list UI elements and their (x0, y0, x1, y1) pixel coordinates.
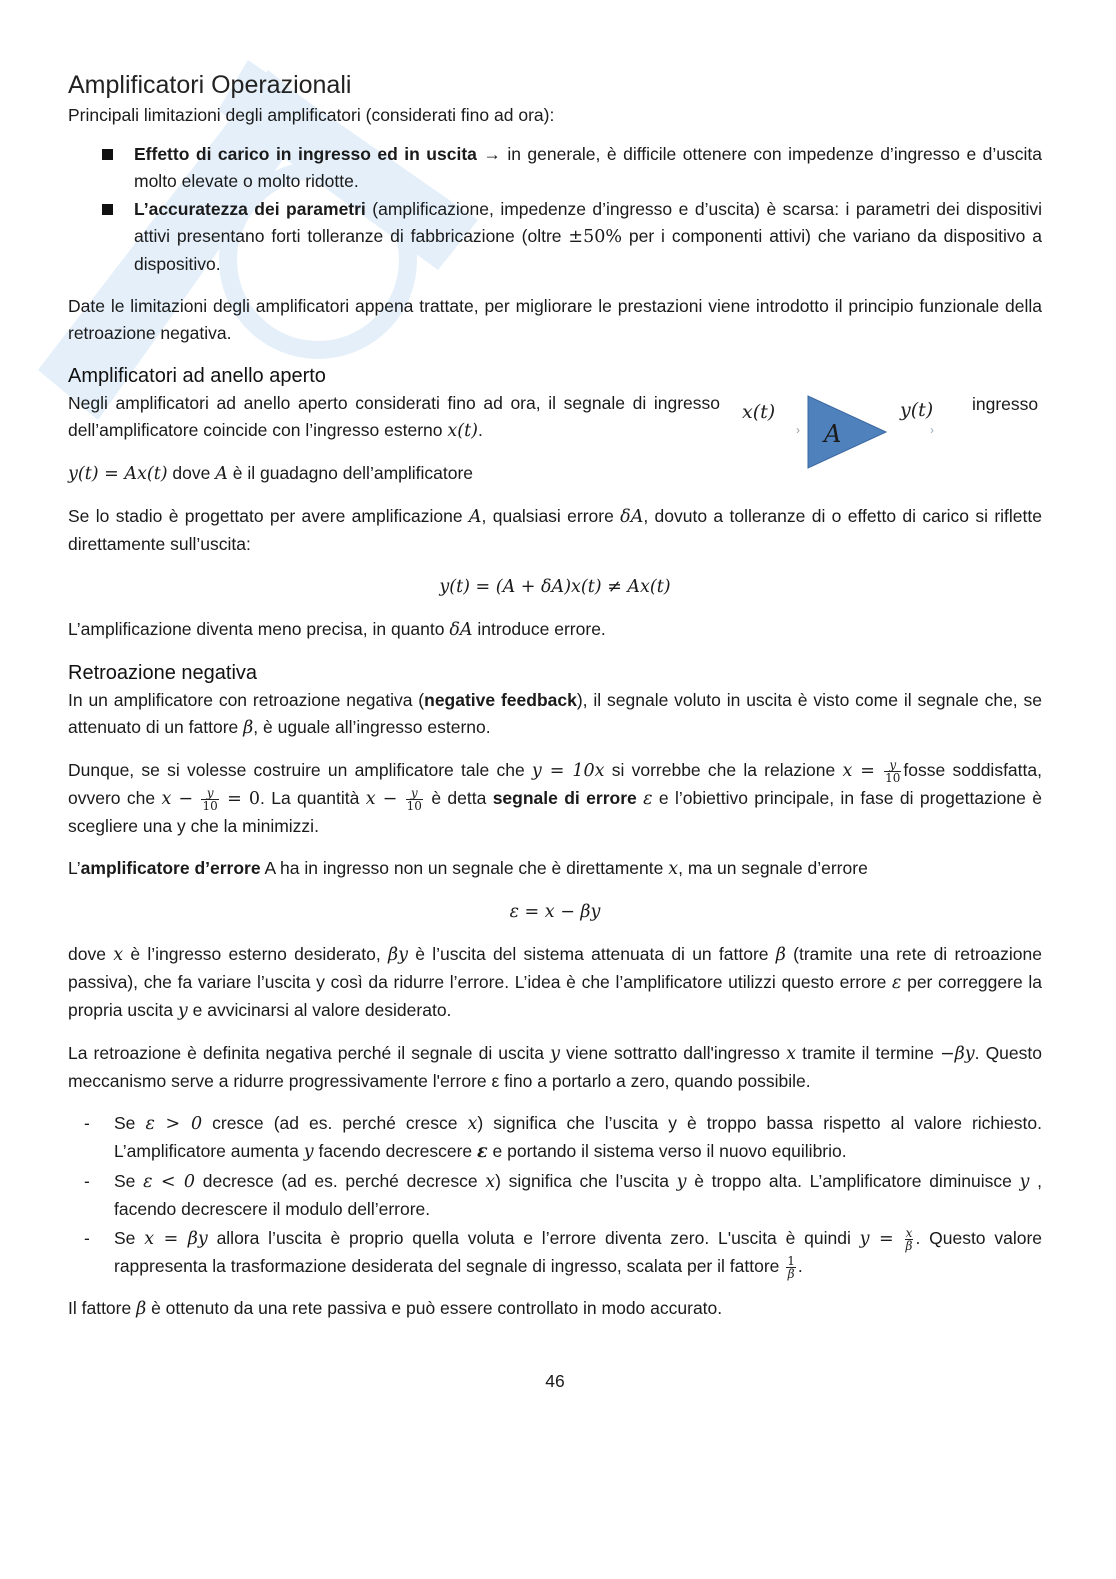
square-bullet-icon (102, 149, 113, 160)
list-item: - Se ε > 0 cresce (ad es. perché cresce x) significa che l’uscita y è troppo bassa rispetto al valore richiesto. L’amplificatore aumenta y facendo decrescere ε e portando il sistema verso il nuovo equilibrio. (68, 1110, 1042, 1166)
limits-paragraph: Date le limitazioni degli amplificatori appena trattate, per migliorare le prestazioni viene introdotto il principio funzionale della retroazione negativa. (68, 296, 1042, 343)
amplifier-label: A (824, 420, 842, 448)
section-heading-open-loop: Amplificatori ad anello aperto (68, 365, 326, 387)
dash-bullet-icon: - (84, 1228, 90, 1248)
error-equation: y(t) = (A + δA)x(t) ≠ Ax(t) (439, 577, 671, 597)
error-paragraph: Se lo stadio è progettato per avere amplificazione A, qualsiasi errore δA, dovuto a tolleranze di o effetto di carico si riflette direttamente sull’uscita: (68, 506, 1042, 554)
list-item: L’accuratezza dei parametri (amplificazione, impedenze d’ingresso e d’uscita) è scarsa: i parametri dei dispositivi attivi presentano forti tolleranze di fabbricazione (oltre ±50% per i componenti attivi) che variano da dispositivo a dispositivo. (68, 196, 1042, 278)
error-signal-equation: ε = x − βy (509, 902, 601, 922)
list-item: - Se ε < 0 decresce (ad es. perché decresce x) significa che l’uscita y è troppo alta. L’amplificatore diminuisce y , facendo decrescere il modulo dell’errore. (68, 1168, 1042, 1223)
limitations-list (68, 141, 1042, 278)
list-item: - Se x = βy allora l’uscita è proprio quella voluta e l’errore diventa zero. L'uscita è quindi y = $\frac{x}{\beta}$ . Questo valore rappresenta la trasformazione desiderata del segnale di ingresso, scalata per il fattore $\frac{1}{\beta}$ . (84, 1225, 1043, 1281)
open-loop-paragraph: Negli amplificatori ad anello aperto considerati fino ad ora, il segnale di ingresso dell’amplificatore coincide con l’ingresso esterno x(t). (68, 393, 720, 441)
dash-bullet-icon: - (84, 1171, 90, 1191)
amplifier-triangle (808, 396, 886, 468)
list-item: Effetto di carico in ingresso ed in uscita → in generale, è difficile ottenere con impedenze d’ingresso e d’uscita molto elevate o molto ridotte. (68, 141, 1042, 195)
negative-definition-paragraph: La retroazione è definita negativa perché il segnale di uscita y viene sottratto dall'ingresso x tramite il termine −βy. Questo meccanismo serve a ridurre progressivamente l'errore ε fino a portarlo a zero, quando possibile. (68, 1043, 1042, 1091)
page-number: 46 (545, 1371, 565, 1391)
intro-text: Principali limitazioni degli amplificatori (considerati fino ad ora): (68, 105, 555, 125)
input-label: x(t) (742, 401, 776, 423)
output-arrow-icon: › (930, 423, 934, 437)
section-heading-negative-feedback: Retroazione negativa (68, 662, 258, 684)
dash-bullet-icon: - (84, 1113, 90, 1133)
precision-paragraph: L’amplificazione diventa meno precisa, in quanto δA introduce errore. (68, 619, 606, 640)
example-paragraph: Dunque, se si volesse costruire un amplificatore tale che y = 10x si vorrebbe che la relazione x = $\frac{y}{10}$ fosse soddisfatta, ovvero che x − $\frac{y}{10}$ = 0. La quantità x − $\frac{y}{10}$ è detta segnale di errore ε e l’obiettivo principale, in fase di progettazione è scegliere una y che la minimizzi. (68, 757, 1042, 836)
gain-equation: y(t) = Ax(t) dove A è il guadagno dell’amplificatore (68, 463, 474, 484)
closing-paragraph: Il fattore β è ottenuto da una rete passiva e può essere controllato in modo accurato. (68, 1298, 723, 1319)
open-loop-tail: ingresso (972, 394, 1039, 414)
definition-paragraph: dove x è l’ingresso esterno desiderato, βy è l’uscita del sistema attenuata di un fattore β (tramite una rete di retroazione passiva), che fa variare l’uscita y così da ridurre l’errore. L’idea è che l’amplificatore utilizzi questo errore ε per correggere la propria uscita y e avvicinarsi al valore desiderato. (68, 944, 1042, 1021)
cases-list (68, 1110, 1042, 1280)
feedback-intro: In un amplificatore con retroazione negativa (negative feedback), il segnale voluto in uscita è visto come il segnale che, se attenuato di un fattore β, è uguale all’ingresso esterno. (68, 690, 1043, 738)
amplifier-diagram (730, 388, 1042, 470)
error-amplifier-paragraph: L’amplificatore d’errore A ha in ingresso non un segnale che è direttamente x, ma un segnale d’errore (68, 858, 868, 879)
square-bullet-icon (102, 204, 113, 215)
input-arrow-icon: › (796, 423, 800, 437)
page-title: Amplificatori Operazionali (68, 71, 352, 99)
output-label: y(t) (900, 399, 934, 421)
